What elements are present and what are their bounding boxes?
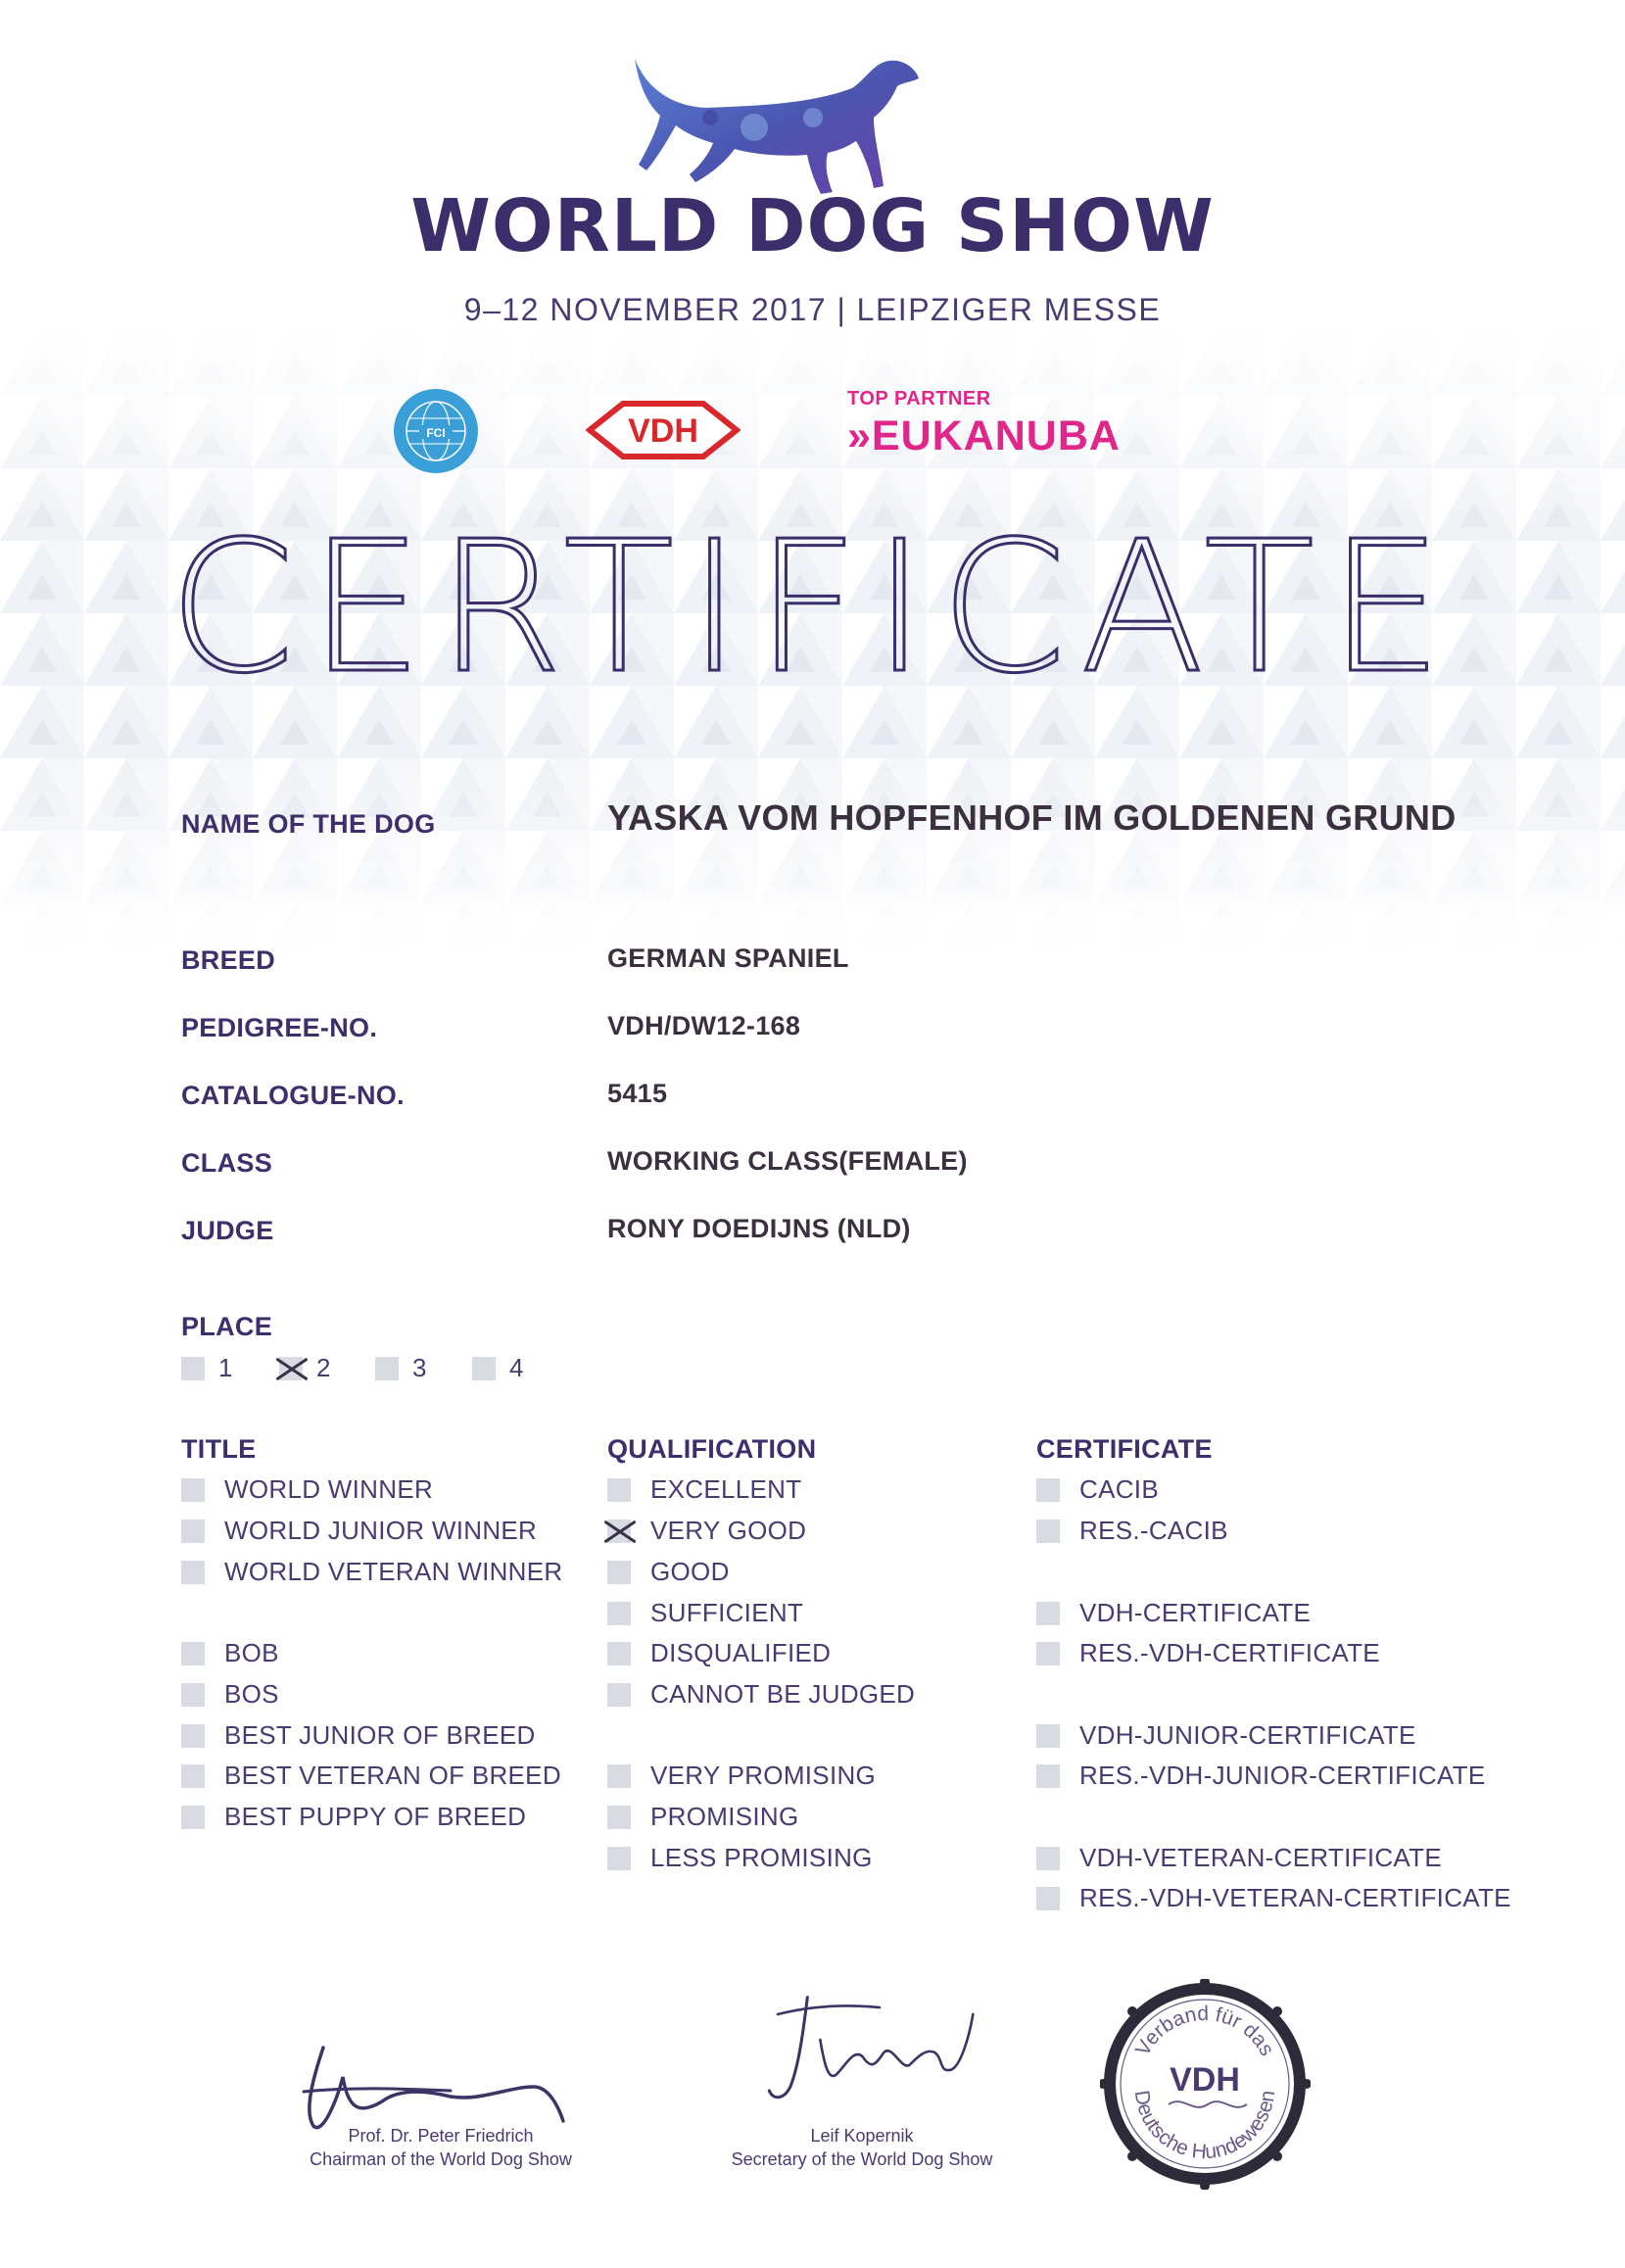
qualification-option[interactable]: [607, 1598, 803, 1628]
place-option-2[interactable]: [279, 1353, 330, 1383]
checkbox[interactable]: [1036, 1724, 1060, 1748]
checkbox[interactable]: [181, 1764, 205, 1788]
qualification-option[interactable]: [607, 1516, 806, 1546]
title-option[interactable]: [181, 1679, 279, 1710]
checkbox[interactable]: [181, 1724, 205, 1748]
checkbox[interactable]: [607, 1602, 631, 1625]
top-partner-block: [847, 388, 1239, 466]
pedigree-value: VDH/DW12-168: [607, 1011, 801, 1040]
judge-value: RONY DOEDIJNS (NLD): [607, 1214, 911, 1243]
option-label: VDH-CERTIFICATE: [1079, 1598, 1312, 1627]
title-option[interactable]: [181, 1516, 537, 1546]
vdh-logo-icon: [586, 400, 741, 460]
place-2-label: 2: [316, 1353, 331, 1382]
vdh-logo-text: VDH: [628, 412, 698, 450]
qualification-option[interactable]: [607, 1557, 730, 1587]
vdh-seal-stamp: [1100, 1979, 1311, 2190]
seal-top-text: Verband für das: [1130, 2002, 1279, 2060]
checkbox[interactable]: [607, 1642, 631, 1665]
title-option[interactable]: [181, 1638, 279, 1668]
checkbox-checked[interactable]: [607, 1520, 631, 1543]
checkbox[interactable]: [181, 1478, 205, 1502]
option-label: EXCELLENT: [650, 1474, 802, 1504]
qualification-option[interactable]: [607, 1474, 801, 1505]
option-label: CACIB: [1079, 1474, 1159, 1504]
option-label: VERY PROMISING: [650, 1761, 877, 1790]
checkbox[interactable]: [1036, 1642, 1060, 1665]
name-label: NAME OF THE DOG: [181, 809, 436, 839]
secretary-role: Secretary of the World Dog Show: [731, 2149, 993, 2170]
option-label: LESS PROMISING: [650, 1843, 873, 1872]
certificate-option[interactable]: [1036, 1516, 1228, 1546]
place-option-4[interactable]: [472, 1353, 523, 1383]
fci-logo-icon: [392, 387, 480, 475]
checkbox[interactable]: [1036, 1602, 1060, 1625]
place-1-label: 1: [218, 1353, 233, 1382]
option-label: RES.-VDH-VETERAN-CERTIFICATE: [1079, 1883, 1511, 1912]
breed-label: BREED: [181, 945, 276, 975]
show-date-venue: 9–12 NOVEMBER 2017 | LEIPZIGER MESSE: [463, 292, 1162, 327]
qualification-option[interactable]: [607, 1761, 876, 1791]
option-label: VERY GOOD: [650, 1516, 807, 1545]
name-value: YASKA VOM HOPFENHOF IM GOLDENEN GRUND: [607, 797, 1457, 838]
secretary-name: Leif Kopernik: [810, 2126, 914, 2146]
certificate-option[interactable]: [1036, 1720, 1416, 1751]
top-partner-label: TOP PARTNER: [847, 388, 991, 410]
checkbox[interactable]: [1036, 1478, 1060, 1502]
qualification-option[interactable]: [607, 1843, 873, 1873]
option-label: BEST PUPPY OF BREED: [224, 1802, 527, 1831]
catalogue-label: CATALOGUE-NO.: [181, 1081, 405, 1110]
place-label: PLACE: [181, 1312, 273, 1341]
checkbox[interactable]: [181, 1683, 205, 1707]
title-heading: TITLE: [181, 1434, 257, 1464]
certificate-option[interactable]: [1036, 1474, 1159, 1505]
title-option[interactable]: [181, 1557, 562, 1587]
certificate-heading: CERTIFICATE: [168, 502, 1457, 713]
checkbox[interactable]: [1036, 1847, 1060, 1870]
checkbox[interactable]: [181, 1561, 205, 1584]
breed-value: GERMAN SPANIEL: [607, 943, 849, 973]
title-option[interactable]: [181, 1761, 561, 1791]
certificate-heading-column: CERTIFICATE: [1036, 1434, 1213, 1464]
option-label: WORLD WINNER: [224, 1474, 434, 1504]
qualification-heading: QUALIFICATION: [607, 1434, 817, 1464]
option-label: VDH-JUNIOR-CERTIFICATE: [1079, 1720, 1416, 1750]
certificate-option[interactable]: [1036, 1883, 1511, 1913]
checkbox[interactable]: [607, 1683, 631, 1707]
checkbox[interactable]: [1036, 1887, 1060, 1910]
place-4-checkbox[interactable]: [472, 1357, 496, 1380]
chairman-role: Chairman of the World Dog Show: [310, 2149, 572, 2170]
title-option[interactable]: [181, 1474, 433, 1505]
place-3-label: 3: [412, 1353, 427, 1382]
place-2-checkbox[interactable]: [279, 1357, 303, 1380]
judge-label: JUDGE: [181, 1216, 274, 1245]
option-label: SUFFICIENT: [650, 1598, 804, 1627]
option-label: GOOD: [650, 1557, 730, 1586]
checkbox[interactable]: [1036, 1764, 1060, 1788]
checkbox[interactable]: [181, 1642, 205, 1665]
certificate-option[interactable]: [1036, 1598, 1311, 1628]
chairman-name: Prof. Dr. Peter Friedrich: [348, 2126, 534, 2146]
option-label: BOB: [224, 1638, 279, 1667]
class-label: CLASS: [181, 1148, 273, 1178]
title-option[interactable]: [181, 1802, 526, 1832]
chairman-info: [255, 2124, 627, 2172]
checkbox[interactable]: [181, 1520, 205, 1543]
seal-center-text: VDH: [1170, 2061, 1240, 2099]
checkbox[interactable]: [607, 1847, 631, 1870]
option-label: RES.-VDH-CERTIFICATE: [1079, 1638, 1380, 1667]
option-label: BOS: [224, 1679, 279, 1709]
option-label: RES.-VDH-JUNIOR-CERTIFICATE: [1079, 1761, 1486, 1790]
checkbox[interactable]: [1036, 1520, 1060, 1543]
option-label: WORLD JUNIOR WINNER: [224, 1516, 538, 1545]
option-label: PROMISING: [650, 1802, 799, 1831]
secretary-info: [676, 2124, 1048, 2172]
option-label: BEST VETERAN OF BREED: [224, 1761, 561, 1790]
checkbox[interactable]: [607, 1764, 631, 1788]
seal-bottom-text: Deutsche Hundewesen: [1129, 2089, 1280, 2164]
checkbox[interactable]: [181, 1806, 205, 1829]
option-label: CANNOT BE JUDGED: [650, 1679, 916, 1709]
option-label: VDH-VETERAN-CERTIFICATE: [1079, 1843, 1442, 1872]
certificate-option[interactable]: [1036, 1843, 1442, 1873]
fci-logo-text: FCI: [426, 426, 446, 440]
eukanuba-logo: »EUKANUBA: [847, 412, 1121, 459]
place-1-checkbox[interactable]: [181, 1357, 205, 1380]
option-label: DISQUALIFIED: [650, 1638, 832, 1667]
checkbox[interactable]: [607, 1806, 631, 1829]
place-option-1[interactable]: [181, 1353, 232, 1383]
option-label: BEST JUNIOR OF BREED: [224, 1720, 536, 1750]
certificate-option[interactable]: [1036, 1761, 1485, 1791]
class-value: WORKING CLASS(FEMALE): [607, 1146, 968, 1176]
dog-logo-icon: [617, 49, 931, 206]
show-title: WORLD DOG SHOW: [410, 184, 1215, 268]
option-label: RES.-CACIB: [1079, 1516, 1228, 1545]
catalogue-value: 5415: [607, 1079, 668, 1108]
checkbox[interactable]: [607, 1478, 631, 1502]
pedigree-label: PEDIGREE-NO.: [181, 1013, 378, 1042]
place-3-checkbox[interactable]: [375, 1357, 399, 1380]
qualification-option[interactable]: [607, 1679, 915, 1710]
checkbox[interactable]: [607, 1561, 631, 1584]
option-label: WORLD VETERAN WINNER: [224, 1557, 563, 1586]
place-4-label: 4: [509, 1353, 524, 1382]
qualification-option[interactable]: [607, 1802, 799, 1832]
title-option[interactable]: [181, 1720, 536, 1751]
secretary-signature: [705, 1989, 1028, 2116]
place-option-3[interactable]: [375, 1353, 426, 1383]
qualification-option[interactable]: [607, 1638, 831, 1668]
certificate-option[interactable]: [1036, 1638, 1380, 1668]
